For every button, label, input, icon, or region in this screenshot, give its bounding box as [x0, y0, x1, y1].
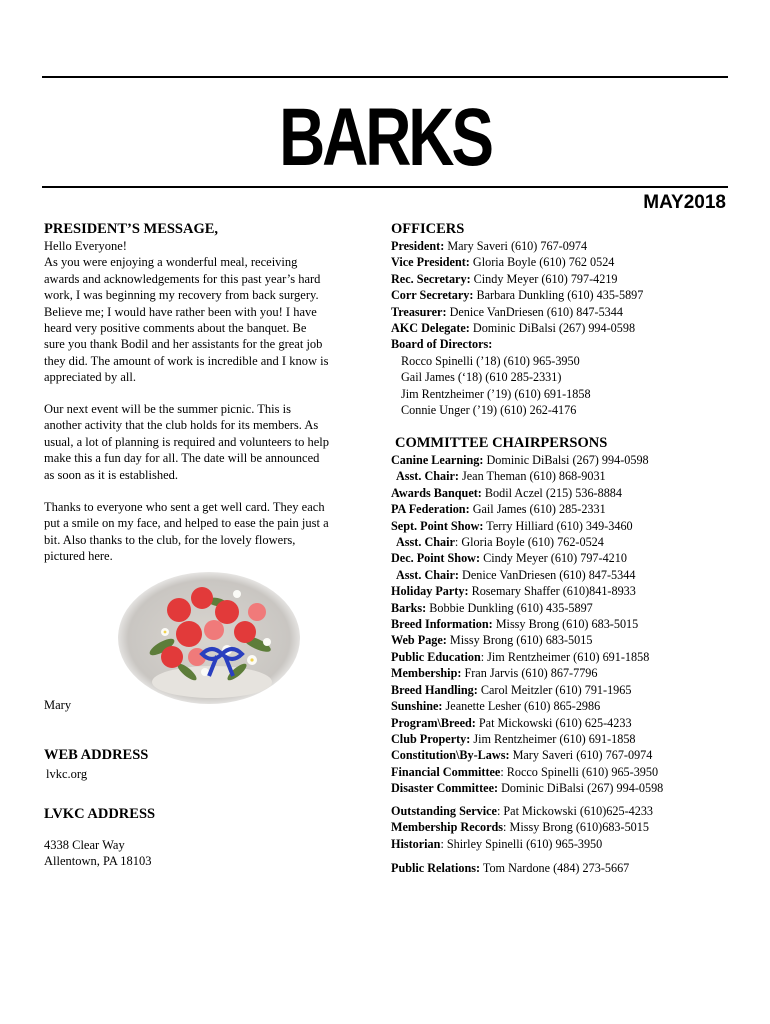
committee-entry-label: Breed Handling:: [391, 682, 478, 697]
committee-entry: [391, 452, 736, 468]
text-line: Hello Everyone!: [44, 239, 127, 253]
committee-entry-value: Mary Saveri (610) 767-0974: [509, 748, 653, 763]
text-line: usual, a lot of planning is required and volunteers to help: [44, 434, 330, 449]
text-line: work, I was beginning my recovery from back surgery.: [44, 288, 319, 303]
committee-entry: [391, 583, 736, 599]
committee-entry-label: Barks:: [391, 600, 427, 615]
committee-entry-label: Breed Information:: [391, 617, 493, 632]
committee-entry: [391, 764, 736, 780]
text-line: make this a fun day for all. The date will be announced: [44, 451, 320, 466]
committee-entry-label: Membership:: [391, 666, 462, 681]
president-message: [44, 220, 366, 386]
officer-entry-value: Dominic DiBalsi (267) 994-0598: [469, 321, 636, 336]
address-heading: LVKC ADDRESS: [44, 806, 156, 822]
president-paragraph-2: [44, 401, 366, 483]
board-member: Jim Rentzheimer (’19) (610) 691-1858: [401, 386, 591, 401]
committee-entry-label: Outstanding Service: [391, 804, 497, 818]
committee-section: [391, 434, 736, 797]
address-line-2: Allentown, PA 18103: [44, 854, 152, 869]
public-relations-value: Tom Nardone (484) 273-5667: [480, 861, 630, 876]
issue-date: MAY2018: [643, 192, 726, 213]
text-line: awards and acknowledgements for this past year’s hard: [44, 271, 321, 286]
committee-entry: [391, 468, 736, 484]
committee-entry-label: Historian: [391, 836, 441, 851]
committee-entry: [391, 518, 736, 534]
committee-entry-label: Financial Committee: [391, 764, 501, 779]
committee-entry: [391, 698, 736, 714]
text-line: another activity that the club holds for its members. As: [44, 418, 319, 433]
committee-entry: [391, 747, 736, 763]
text-line: Thanks to everyone who sent a get well card. They each: [44, 500, 325, 514]
committee-entry: [391, 649, 736, 665]
committee-entry: [391, 836, 736, 852]
board-member: Connie Unger (’19) (610) 262-4176: [401, 403, 577, 418]
board-list: [391, 353, 736, 419]
committee-entry-value: Bobbie Dunkling (610) 435-5897: [426, 600, 593, 615]
officer-entry: [391, 336, 736, 352]
text-line: bit. Also thanks to the club, for the lovely flowers,: [44, 532, 296, 547]
committee-list: [391, 452, 736, 797]
committee-entry: [391, 780, 736, 796]
officer-entry-value: Cindy Meyer (610) 797-4219: [470, 271, 618, 286]
officer-entry: [391, 271, 736, 287]
officer-entry-value: Mary Saveri (610) 767-0974: [444, 239, 588, 253]
address-section: [44, 805, 366, 870]
public-relations-line: [391, 860, 736, 876]
flower-bouquet-photo: [117, 572, 301, 705]
web-address-link[interactable]: lvkc.org: [46, 767, 88, 781]
committee-entry: [391, 803, 736, 819]
committee-entry: [391, 501, 736, 517]
committee-entry-value: Missy Brong (610) 683-5015: [446, 633, 593, 648]
committee-entry-value: : Rocco Spinelli (610) 965-3950: [500, 764, 659, 779]
committee-entry-value: Gail James (610) 285-2331: [469, 502, 606, 517]
officers-list: [391, 238, 736, 353]
committee-list-2: [391, 803, 736, 852]
committee-entry: [391, 534, 736, 550]
text-line: pictured here.: [44, 549, 113, 564]
officer-entry-label: Board of Directors:: [391, 337, 493, 352]
president-paragraph-2-wrap: [44, 401, 366, 483]
committee-entry-label: Club Property:: [391, 731, 471, 746]
committee-entry-label: Disaster Committee:: [391, 781, 499, 796]
officer-entry: [391, 287, 736, 303]
committee-entry-label: Sunshine:: [391, 699, 443, 714]
committee-entry: [391, 819, 736, 835]
signature-wrap: [44, 697, 366, 713]
newsletter-title: BARKS: [279, 92, 491, 183]
text-line: they did. The amount of work is incredible and I know is: [44, 353, 329, 368]
web-heading: WEB ADDRESS: [44, 747, 149, 763]
board-member: Rocco Spinelli (’18) (610) 965-3950: [401, 353, 580, 368]
officer-entry-label: Corr Secretary:: [391, 288, 474, 303]
committee-entry: [391, 600, 736, 616]
officer-entry-label: Vice President:: [391, 255, 470, 270]
committee-entry-value: : Gloria Boyle (610) 762-0524: [454, 535, 604, 550]
officer-entry-label: AKC Delegate:: [391, 321, 470, 336]
president-paragraph-3-wrap: [44, 499, 366, 565]
committee-entry-label: Membership Records: [391, 820, 504, 835]
committee-entry-value: Dominic DiBalsi (267) 994-0598: [498, 781, 664, 796]
text-line: Believe me; I would have rather been with you! I have: [44, 304, 317, 319]
committee-entry: [391, 567, 736, 583]
committee-entry-label: Web Page:: [391, 633, 447, 648]
committee-entry-value: Rosemary Shaffer (610)841-8933: [468, 584, 636, 599]
officer-entry-label: President:: [391, 239, 445, 253]
committee-entry-label: Asst. Chair: [396, 535, 455, 550]
committee-entry-value: Fran Jarvis (610) 867-7796: [461, 666, 598, 681]
committee-entry: [391, 731, 736, 747]
committee-entry-label: Sept. Point Show:: [391, 518, 484, 533]
text-line: put a smile on my face, and helped to ease the pain just a: [44, 516, 329, 531]
officers-heading: OFFICERS: [391, 221, 465, 237]
officer-entry: [391, 304, 736, 320]
committee-section-2: [391, 803, 736, 877]
text-line: sure you thank Bodil and her assistants for the great job: [44, 337, 323, 352]
committee-entry-label: Asst. Chair:: [396, 469, 459, 484]
committee-entry-value: : Missy Brong (610)683-5015: [503, 820, 649, 835]
committee-entry: [391, 715, 736, 731]
committee-heading: COMMITTEE CHAIRPERSONS: [395, 435, 608, 451]
committee-entry: [391, 616, 736, 632]
committee-entry-label: Public Education: [391, 649, 481, 664]
committee-entry-label: Constitution\By-Laws:: [391, 748, 510, 763]
committee-entry-value: Jim Rentzheimer (610) 691-1858: [470, 731, 636, 746]
committee-entry: [391, 682, 736, 698]
committee-entry-value: Bodil Aczel (215) 536-8884: [481, 485, 622, 500]
committee-entry-value: Dominic DiBalsi (267) 994-0598: [483, 453, 649, 467]
address-line-1: 4338 Clear Way: [44, 838, 125, 852]
committee-entry: [391, 485, 736, 501]
text-line: as soon as it is established.: [44, 467, 179, 482]
committee-entry: [391, 665, 736, 681]
president-paragraph-3: [44, 499, 366, 565]
committee-entry-label: Holiday Party:: [391, 584, 469, 599]
masthead-rule: [42, 186, 728, 188]
committee-entry-value: : Jim Rentzheimer (610) 691-1858: [480, 649, 650, 664]
committee-entry-label: Asst. Chair:: [396, 567, 459, 582]
officer-entry-label: Treasurer:: [391, 304, 447, 319]
president-paragraph-1: [44, 238, 366, 386]
committee-entry-label: PA Federation:: [391, 502, 470, 517]
top-rule: [42, 76, 728, 78]
officer-entry-label: Rec. Secretary:: [391, 271, 471, 286]
committee-entry-value: Denice VanDriesen (610) 847-5344: [458, 567, 636, 582]
committee-entry: [391, 632, 736, 648]
signature: Mary: [44, 698, 72, 712]
committee-entry-value: Terry Hilliard (610) 349-3460: [483, 518, 633, 533]
committee-entry-value: Missy Brong (610) 683-5015: [492, 617, 639, 632]
president-heading: PRESIDENT’S MESSAGE,: [44, 221, 219, 237]
committee-entry-label: Canine Learning:: [391, 453, 484, 467]
committee-entry-value: Pat Mickowski (610) 625-4233: [475, 715, 632, 730]
committee-entry-label: Awards Banquet:: [391, 485, 482, 500]
text-line: Our next event will be the summer picnic. This is: [44, 402, 291, 416]
committee-entry-value: Jeanette Lesher (610) 865-2986: [442, 699, 601, 714]
committee-entry-value: Carol Meitzler (610) 791-1965: [477, 682, 632, 697]
text-line: As you were enjoying a wonderful meal, receiving: [44, 255, 298, 270]
public-relations-label: Public Relations:: [391, 861, 481, 876]
committee-entry-value: Cindy Meyer (610) 797-4210: [480, 551, 627, 566]
officer-entry: [391, 320, 736, 336]
committee-entry-label: Dec. Point Show:: [391, 551, 481, 566]
text-line: appreciated by all.: [44, 370, 136, 385]
committee-entry-value: : Pat Mickowski (610)625-4233: [496, 804, 654, 818]
committee-entry-value: Jean Theman (610) 868-9031: [458, 469, 606, 484]
officer-entry: [391, 238, 736, 254]
committee-entry-label: Program\Breed:: [391, 715, 476, 730]
text-line: heard very positive comments about the banquet. Be: [44, 321, 307, 336]
officer-entry-value: Barbara Dunkling (610) 435-5897: [473, 288, 644, 303]
officer-entry-value: Gloria Boyle (610) 762 0524: [469, 255, 615, 270]
committee-entry: [391, 550, 736, 566]
web-section: [44, 746, 366, 782]
board-member: Gail James (‘18) (610 285-2331): [401, 370, 562, 385]
officers-section: [391, 220, 736, 418]
officer-entry-value: Denice VanDriesen (610) 847-5344: [446, 304, 623, 319]
officer-entry: [391, 254, 736, 270]
committee-entry-value: : Shirley Spinelli (610) 965-3950: [440, 836, 603, 851]
